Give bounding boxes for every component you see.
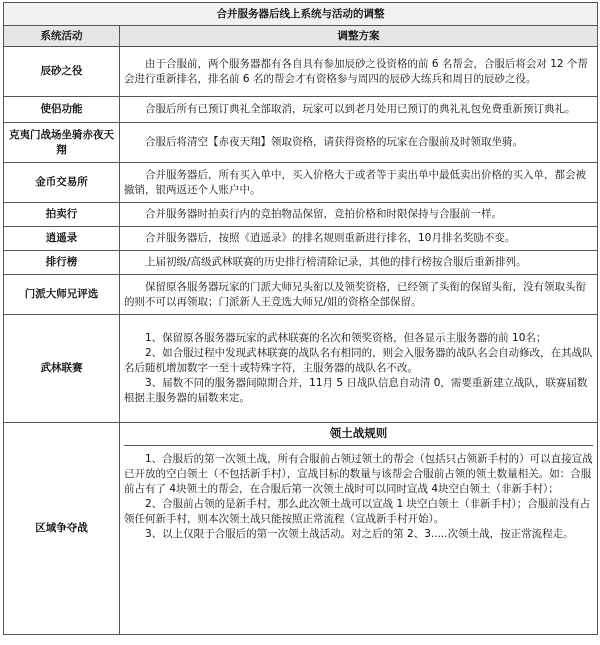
- list-item: 2、合服前占领的是新手村，那么此次领土战可以宣战 1 块空白领土（非新手村）；合服前没有占领任何新手村，则本次领土战只能按照正常流程（宣战新手村开始）。: [124, 498, 591, 525]
- row-label-auction: 拍卖行: [4, 203, 120, 227]
- table-row: [4, 423, 598, 635]
- row-text: 合并服务器时拍卖行内的竞拍物品保留，竞拍价格和时限保持与合服前一样。: [145, 208, 502, 220]
- row-content-auction: [120, 203, 598, 227]
- row-label-sect-senior: 门派大师兄评选: [4, 275, 120, 315]
- row-label-ranking: 排行榜: [4, 251, 120, 275]
- table-row: [4, 123, 598, 163]
- row-content-wulin-league: [120, 315, 598, 423]
- table-row: [4, 275, 598, 315]
- table-row: [4, 97, 598, 123]
- table-row: [4, 251, 598, 275]
- row-label-mount: 克夷门战场坐骑赤夜天翔: [4, 123, 120, 163]
- adjustment-table: [3, 2, 598, 635]
- list-item: 3、届数不同的服务器间隙期合并，11月 5 日战队信息自动清 0，需要重新建立战队，联赛届数根据主服务器的届数来定。: [124, 377, 588, 404]
- row-content-territory-war: [120, 423, 598, 635]
- row-label-gold-exchange: 金币交易所: [4, 163, 120, 203]
- row-label-wulin-league: 武林联赛: [4, 315, 120, 423]
- list-item: 1、合服后的第一次领土战，所有合服前占领过领土的帮会（包括只占领新手村的）可以直接宣战已开放的空白领土（不包括新手村），宣战目标的数量与该帮会合服前占领的领土数量相关。如：合服前占有了 4块领土的帮会，在合服后第一次领土战时可以同时宣战 4块空白领土（非新手村）；: [124, 453, 593, 495]
- row-label-couple: 使侣功能: [4, 97, 120, 123]
- list-item: 3、以上仅限于合服后的第一次领土战活动。对之后的第 2、3.....次领土战，按正常流程走。: [145, 528, 574, 540]
- table-row: [4, 203, 598, 227]
- row-content-ranking: [120, 251, 598, 275]
- row-label-xiaoyao: 逍遥录: [4, 227, 120, 251]
- row-content-sect-senior: [120, 275, 598, 315]
- header-adjustment-plan: 调整方案: [120, 26, 598, 47]
- list-item: 1、保留原各服务器玩家的武林联赛的名次和领奖资格，但各显示主服务器的前 10名；: [145, 332, 547, 344]
- row-text: 合并服务器后，所有买入单中，买入价格大于或者等于卖出单中最低卖出价格的买入单，都会被撤销，银两返还个人账户中。: [124, 168, 586, 196]
- table-row: [4, 315, 598, 423]
- row-text: 由于合服前，两个服务器都有各自具有参加辰砂之役资格的前 6 名帮会，合服后将会对 12 个帮会进行重新排名，排名前 6 名的帮会才有资格参与周四的辰砂大练兵和周日的辰砂之役。: [124, 57, 588, 85]
- table-row: [4, 163, 598, 203]
- row-content-couple: [120, 97, 598, 123]
- row-content-gold-exchange: [120, 163, 598, 203]
- header-system-activity: 系统活动: [4, 26, 120, 47]
- row-text: 合服后将清空【赤夜天翔】领取资格，请获得资格的玩家在合服前及时领取坐骑。: [145, 136, 523, 148]
- row-text: 上届初级/高级武林联赛的历史排行榜清除记录，其他的排行榜按合服后重新排列。: [145, 256, 527, 268]
- row-text: 保留原各服务器玩家的门派大师兄头衔以及领奖资格，已经领了头衔的保留头衔，没有领取头衔的则不可以再领取；门派新人王竞选大师兄/姐的资格全部保留。: [124, 280, 586, 308]
- row-content-mount: [120, 123, 598, 163]
- row-label-chensha: 辰砂之役: [4, 47, 120, 97]
- row-content-xiaoyao: [120, 227, 598, 251]
- list-item: 2、如合服过程中发现武林联赛的战队名有相同的，则会入服务器的战队名会自动修改，在其战队名后随机增加数字一至十或特殊字符，主服务器的战队名不改。: [124, 347, 593, 374]
- table-row: [4, 227, 598, 251]
- table-title: 合并服务器后线上系统与活动的调整: [4, 3, 598, 26]
- table-row: [4, 47, 598, 97]
- row-text: 合服后所有已预订典礼全部取消，玩家可以到老月处用已预订的典礼礼包免费重新预订典礼。: [145, 103, 576, 115]
- row-text: 合并服务器后，按照《逍遥录》的排名规则重新进行排名，10月排名奖励不变。: [145, 232, 516, 244]
- row-label-territory-war: 区域争夺战: [4, 423, 120, 635]
- row-content-chensha: [120, 47, 598, 97]
- territory-rules-subheading: 领土战规则: [124, 423, 593, 446]
